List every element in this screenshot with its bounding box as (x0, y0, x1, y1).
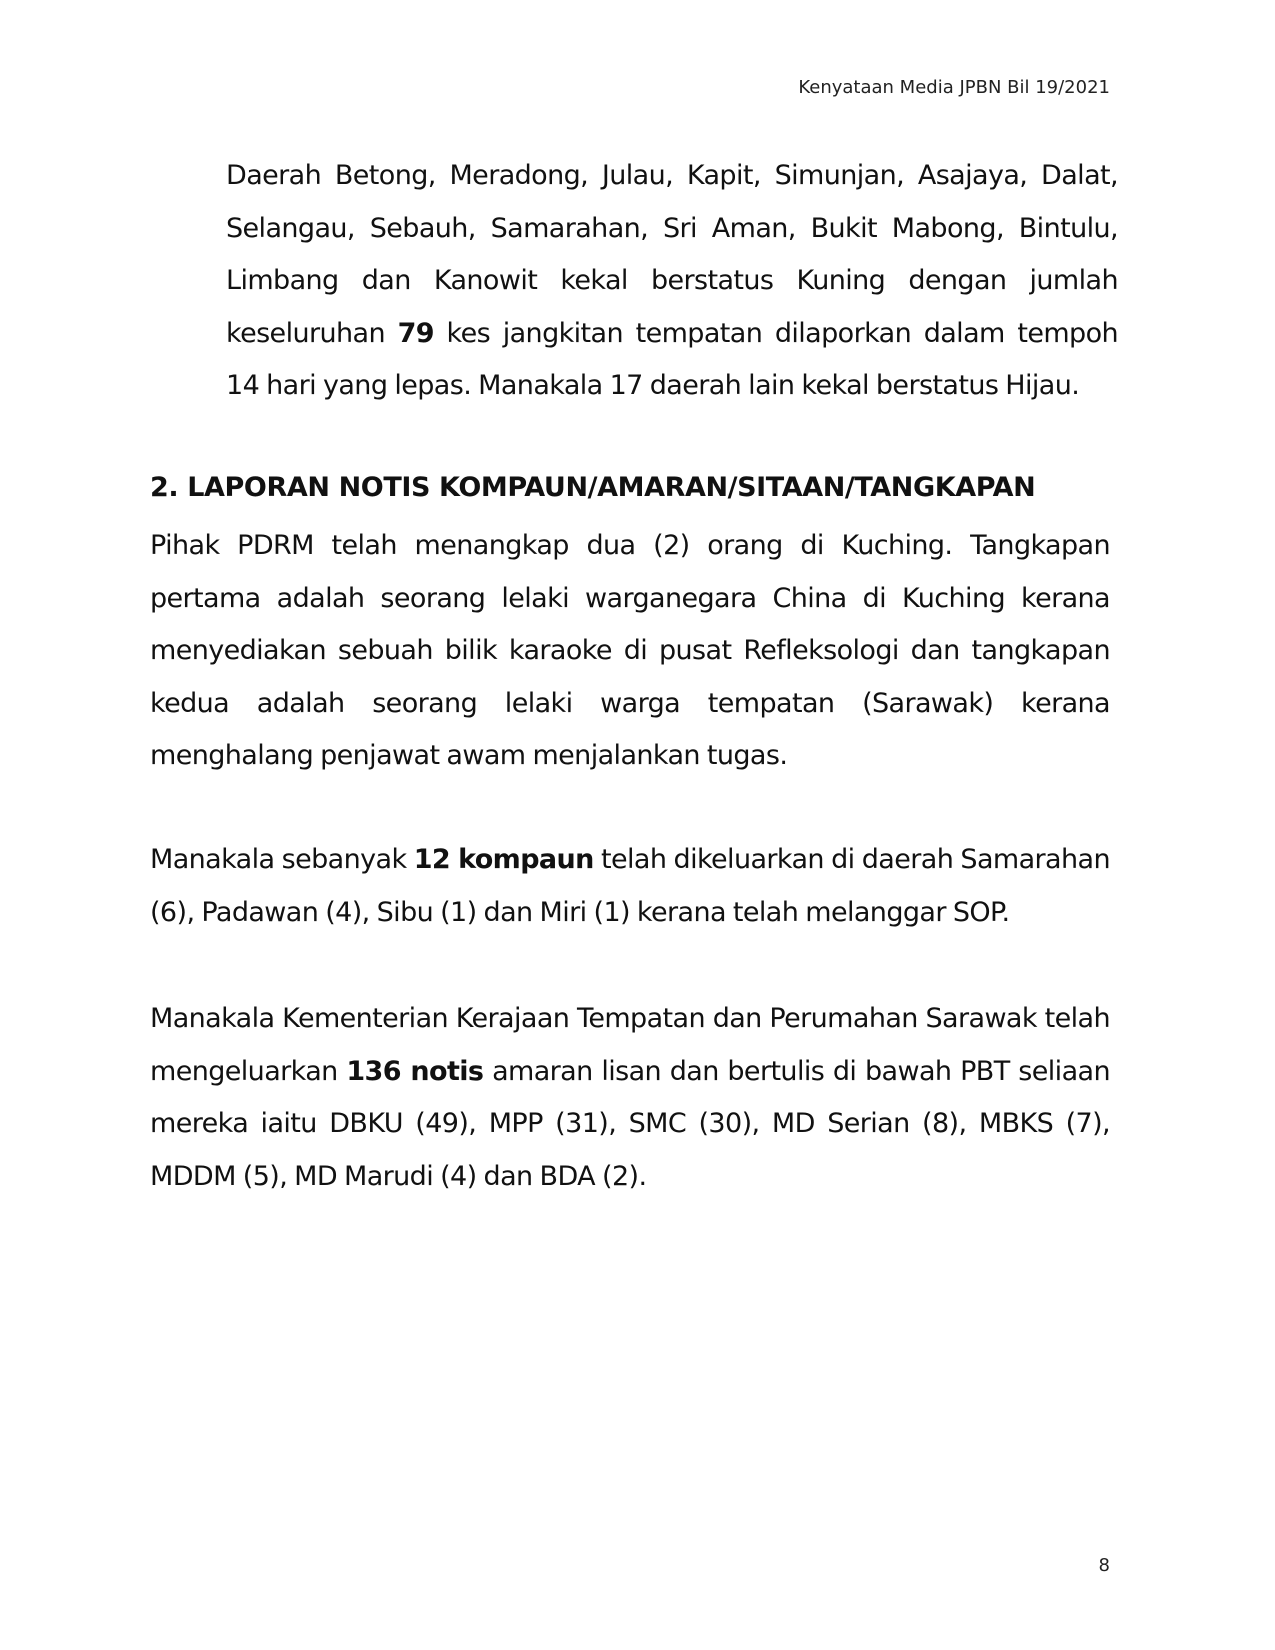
kompaun-text-1: Manakala sebanyak (150, 844, 414, 875)
section-heading: 2. LAPORAN NOTIS KOMPAUN/AMARAN/SITAAN/TANGKAPAN (150, 472, 1036, 503)
notis-paragraph (150, 993, 1110, 1203)
intro-paragraph (226, 150, 1118, 413)
page-number: 8 (1098, 1555, 1110, 1576)
notis-count: 136 notis (346, 1055, 484, 1087)
intro-text-1: Daerah Betong, Meradong, Julau, Kapit, Simunjan, Asajaya, Dalat, Selangau, Sebauh, Samarahan, Sri Aman, Bukit Mabong, Bintulu, Limbang dan Kanowit kekal berstatus Kuning dengan jumlah keseluruhan (226, 160, 1118, 349)
intro-case-count: 79 (397, 317, 434, 349)
document-reference: Kenyataan Media JPBN Bil 19/2021 (798, 77, 1110, 98)
pdrm-paragraph: Pihak PDRM telah menangkap dua (2) orang di Kuching. Tangkapan pertama adalah seorang lelaki warganegara China di Kuching kerana menyediakan sebuah bilik karaoke di pusat Refleksologi dan tangkapan kedua adalah seorang lelaki warga tempatan (Sarawak) kerana menghalang penjawat awam menjalankan tugas. (150, 530, 1110, 771)
notis-text-1: Manakala Kementerian Kerajaan Tempatan dan Perumahan Sarawak telah mengeluarkan (150, 1003, 1110, 1087)
intro-text-2: kes jangkitan tempatan dilaporkan dalam tempoh 14 hari yang lepas. Manakala 17 daerah lain kekal berstatus Hijau. (226, 317, 1118, 401)
notis-text-2: amaran lisan dan bertulis di bawah PBT seliaan mereka iaitu DBKU (49), MPP (31), SMC (30), MD Serian (8), MBKS (7), MDDM (5), MD Marudi (4) dan BDA (2). (150, 1055, 1110, 1192)
kompaun-count: 12 kompaun (413, 844, 594, 875)
kompaun-paragraph (150, 834, 1110, 939)
kompaun-text-2: telah dikeluarkan di daerah Samarahan (6), Padawan (4), Sibu (1) dan Miri (1) kerana telah melanggar SOP. (150, 844, 1110, 928)
